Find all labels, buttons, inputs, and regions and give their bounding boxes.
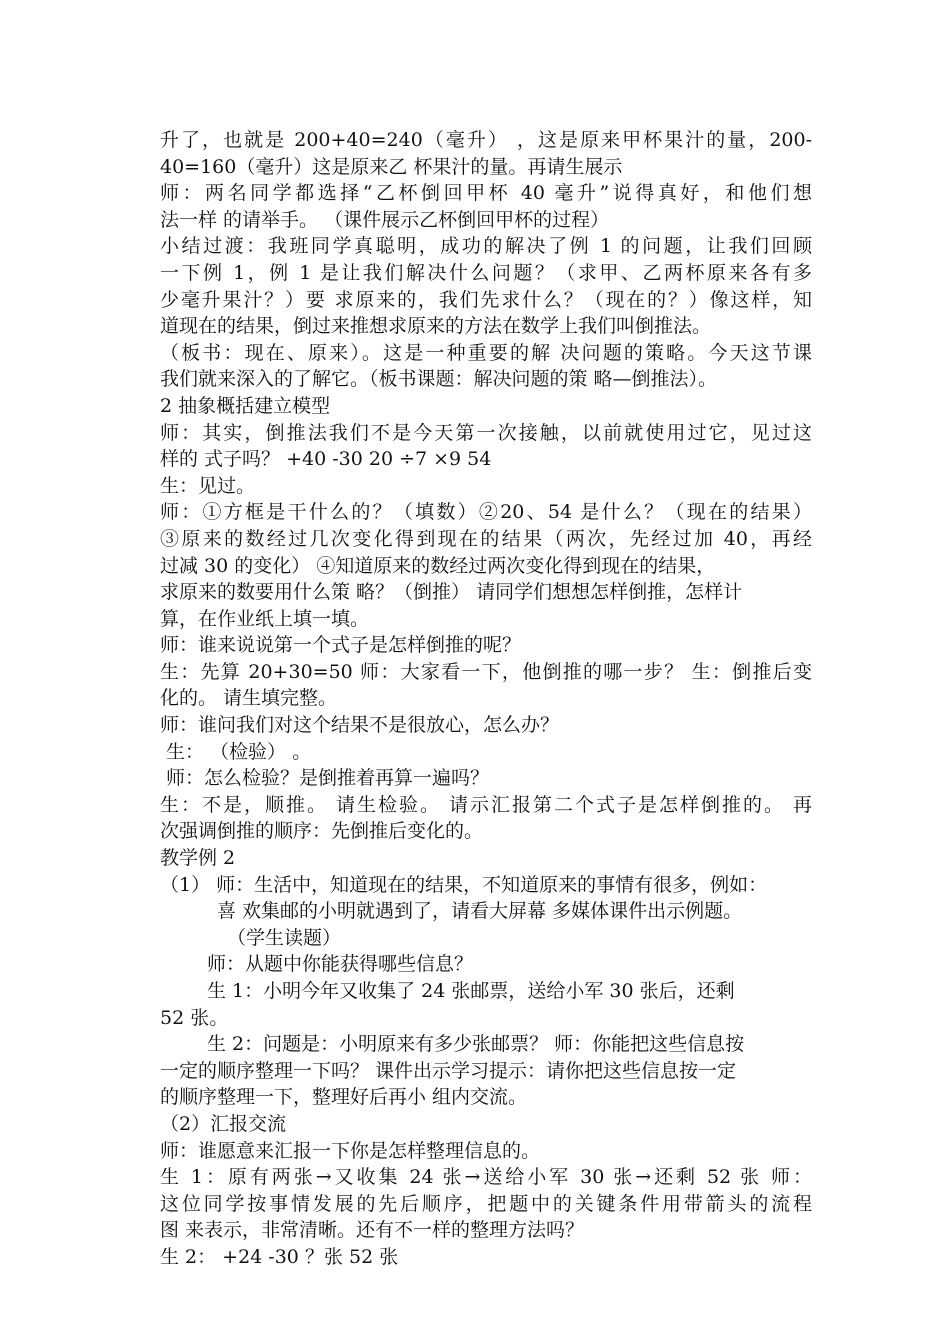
text-line: 小结过渡：我班同学真聪明，成功的解决了例 1 的问题，让我们回顾 [160,235,812,258]
text-line: 道现在的结果，倒过来推想求原来的方法在数学上我们叫倒推法。 [160,315,712,338]
text-line: 师：谁问我们对这个结果不是很放心，怎么办？ [160,714,560,737]
text-line: 生：不是，顺推。 请生检验。 请示汇报第二个式子是怎样倒推的。 再 [160,793,812,816]
text-line: 师：谁来说说第一个式子是怎样倒推的呢？ [160,634,522,657]
text-line: 算，在作业纸上填一填。 [160,607,370,630]
text-line: 生 2： +24 -30 ？张 52 张 [160,1245,399,1268]
text-line: 这位同学按事情发展的先后顺序，把题中的关键条件用带箭头的流程 [160,1192,812,1215]
text-line: 我们就来深入的了解它。（板书课题：解决问题的策 略—倒推法）。 [160,368,718,391]
text-line: 喜 欢集邮的小明就遇到了，请看大屏幕 多媒体课件出示例题。 [217,900,743,923]
text-line: 少毫升果汁？）要 求原来的，我们先求什么？（现在的？）像这样，知 [160,288,812,311]
text-line: 生 1：原有两张→又收集 24 张→送给小军 30 张→还剩 52 张 师： [160,1166,812,1189]
document-body [160,127,812,1271]
text-line: 生 1：小明今年又收集了 24 张邮票，送给小军 30 张后，还剩 [207,980,735,1002]
text-line: 样的 式子吗？ +40 -30 20 ÷7 ×9 54 [160,448,492,471]
text-line: （学生读题） [227,926,342,949]
text-line: 生：先算 20+30=50 师：大家看一下，他倒推的哪一步？ 生：倒推后变 [160,660,812,683]
text-line: 师：怎么检验？是倒推着再算一遍吗？ [166,767,490,790]
text-line: 40=160（毫升）这是原来乙 杯果汁的量。再请生展示 [160,155,623,178]
section-heading: 2 抽象概括建立模型 [160,394,331,417]
text-line: 52 张。 [160,1006,229,1029]
text-line: （1） 师：生活中，知道现在的结果，不知道原来的事情有很多，例如： [160,873,768,896]
text-line: 师：其实，倒推法我们不是今天第一次接触，以前就使用过它，见过这 [160,421,812,444]
text-line: ③原来的数经过几次变化得到现在的结果（两次，先经过加 40，再经 [160,527,812,550]
text-line: 生： （检验） 。 [166,740,312,763]
section-heading: （2）汇报交流 [160,1112,287,1135]
text-line: 的顺序整理一下，整理好后再小 组内交流。 [160,1086,528,1109]
text-line: 化的。 请生填完整。 [160,687,338,710]
text-line: 升了，也就是 200+40=240（毫升） ，这是原来甲杯果汁的量，200- [160,129,812,151]
section-heading: 教学例 2 [160,847,236,870]
text-line: 生：见过。 [160,474,256,497]
text-line: 次强调倒推的顺序：先倒推后变化的。 [160,820,484,843]
text-line: 生 2：问题是：小明原来有多少张邮票？ 师：你能把这些信息按 [207,1033,745,1056]
text-line: 师：谁愿意来汇报一下你是怎样整理信息的。 [160,1139,541,1162]
text-line: 一下例 1，例 1 是让我们解决什么问题？（求甲、乙两杯原来各有多 [160,261,812,284]
text-line: 法一样 的请举手。 （课件展示乙杯倒回甲杯的过程） [160,208,610,231]
text-line: 师：①方框是干什么的？（填数）②20、54 是什么？（现在的结果） [160,501,812,524]
text-line: 一定的顺序整理一下吗？ 课件出示学习提示：请你把这些信息按一定 [160,1059,737,1082]
text-line: （板书：现在、原来）。这是一种重要的解 决问题的策略。今天这节课 [160,341,812,364]
text-line: 图 来表示，非常清晰。还有不一样的整理方法吗？ [160,1219,585,1242]
text-line: 过减 30 的变化） ④知道原来的数经过两次变化得到现在的结果， [160,554,716,577]
text-line: 师：两名同学都选择“乙杯倒回甲杯 40 毫升”说得真好，和他们想 [160,182,812,205]
text-line: 求原来的数要用什么策 略？（倒推） 请同学们想想怎样倒推，怎样计 [160,581,743,604]
text-line: 师：从题中你能获得哪些信息？ [207,953,474,976]
